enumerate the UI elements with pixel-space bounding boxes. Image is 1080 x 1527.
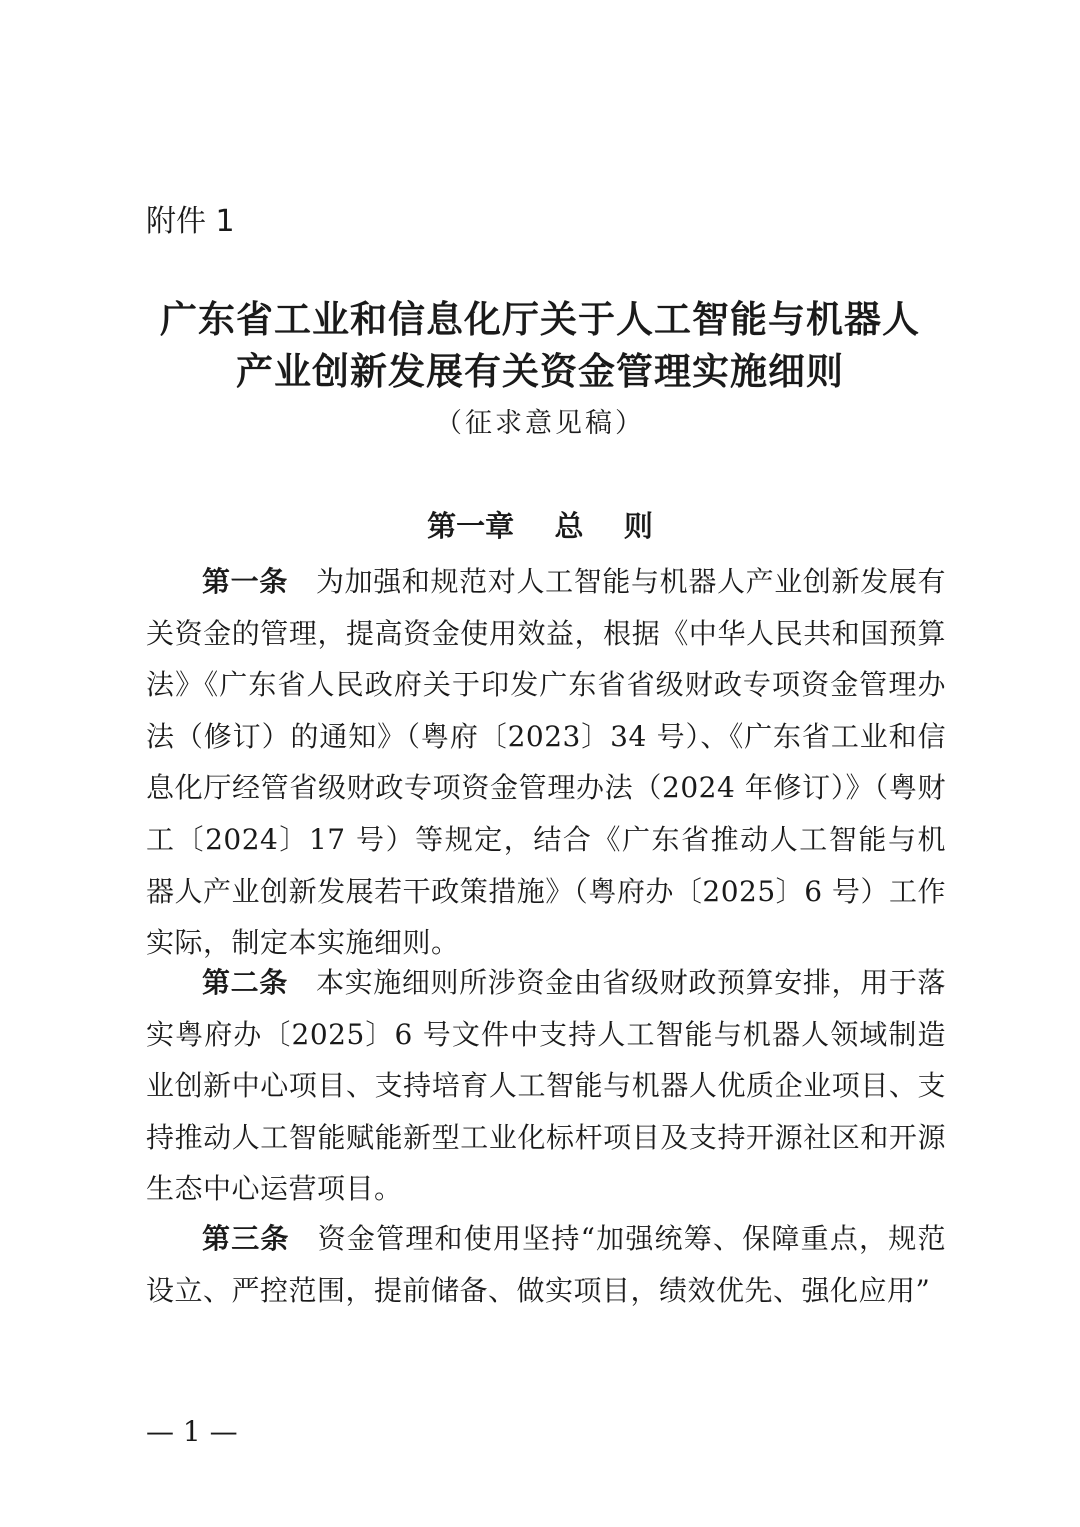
article-3 <box>146 1213 946 1316</box>
document-subtitle: （征求意见稿） <box>435 408 645 439</box>
article-text: 为加强和规范对人工智能与机器人产业创新发展有关资金的管理，提高资金使用效益，根据《中华人民共和国预算法》《广东省人民政府关于印发广东省省级财政专项资金管理办法（修订）的通知》（粤府〔2023〕34 号）、《广东省工业和信息化厅经管省级财政专项资金管理办法（2024 年修订）》（粤财工〔2024〕17 号）等规定，结合《广东省推动人工智能与机器人产业创新发展若干政策措施》（粤府办〔2025〕6 号）工作实际，制定本实施细则。 <box>146 565 946 960</box>
article-text: 资金管理和使用坚持“加强统筹、保障重点，规范设立、严控范围，提前储备、做实项目，绩效优先、强化应用” <box>146 1222 946 1307</box>
article-2 <box>146 957 946 1215</box>
article-text: 本实施细则所涉资金由省级财政预算安排，用于落实粤府办〔2025〕6 号文件中支持人工智能与机器人领域制造业创新中心项目、支持培育人工智能与机器人优质企业项目、支持推动人工智能赋能新型工业化标杆项目及支持开源社区和开源生态中心运营项目。 <box>146 966 946 1206</box>
article-1 <box>146 556 946 969</box>
document-title-line-1: 广东省工业和信息化厅关于人工智能与机器人 <box>160 298 920 341</box>
chapter-heading: 第一章 总 则 <box>427 509 653 543</box>
article-number: 第一条 <box>202 565 288 598</box>
article-number: 第二条 <box>202 966 288 999</box>
attachment-label: 附件 1 <box>146 204 235 239</box>
document-title-line-2: 产业创新发展有关资金管理实施细则 <box>236 350 844 393</box>
article-number: 第三条 <box>202 1222 290 1255</box>
page-number: — 1 — <box>146 1415 238 1448</box>
